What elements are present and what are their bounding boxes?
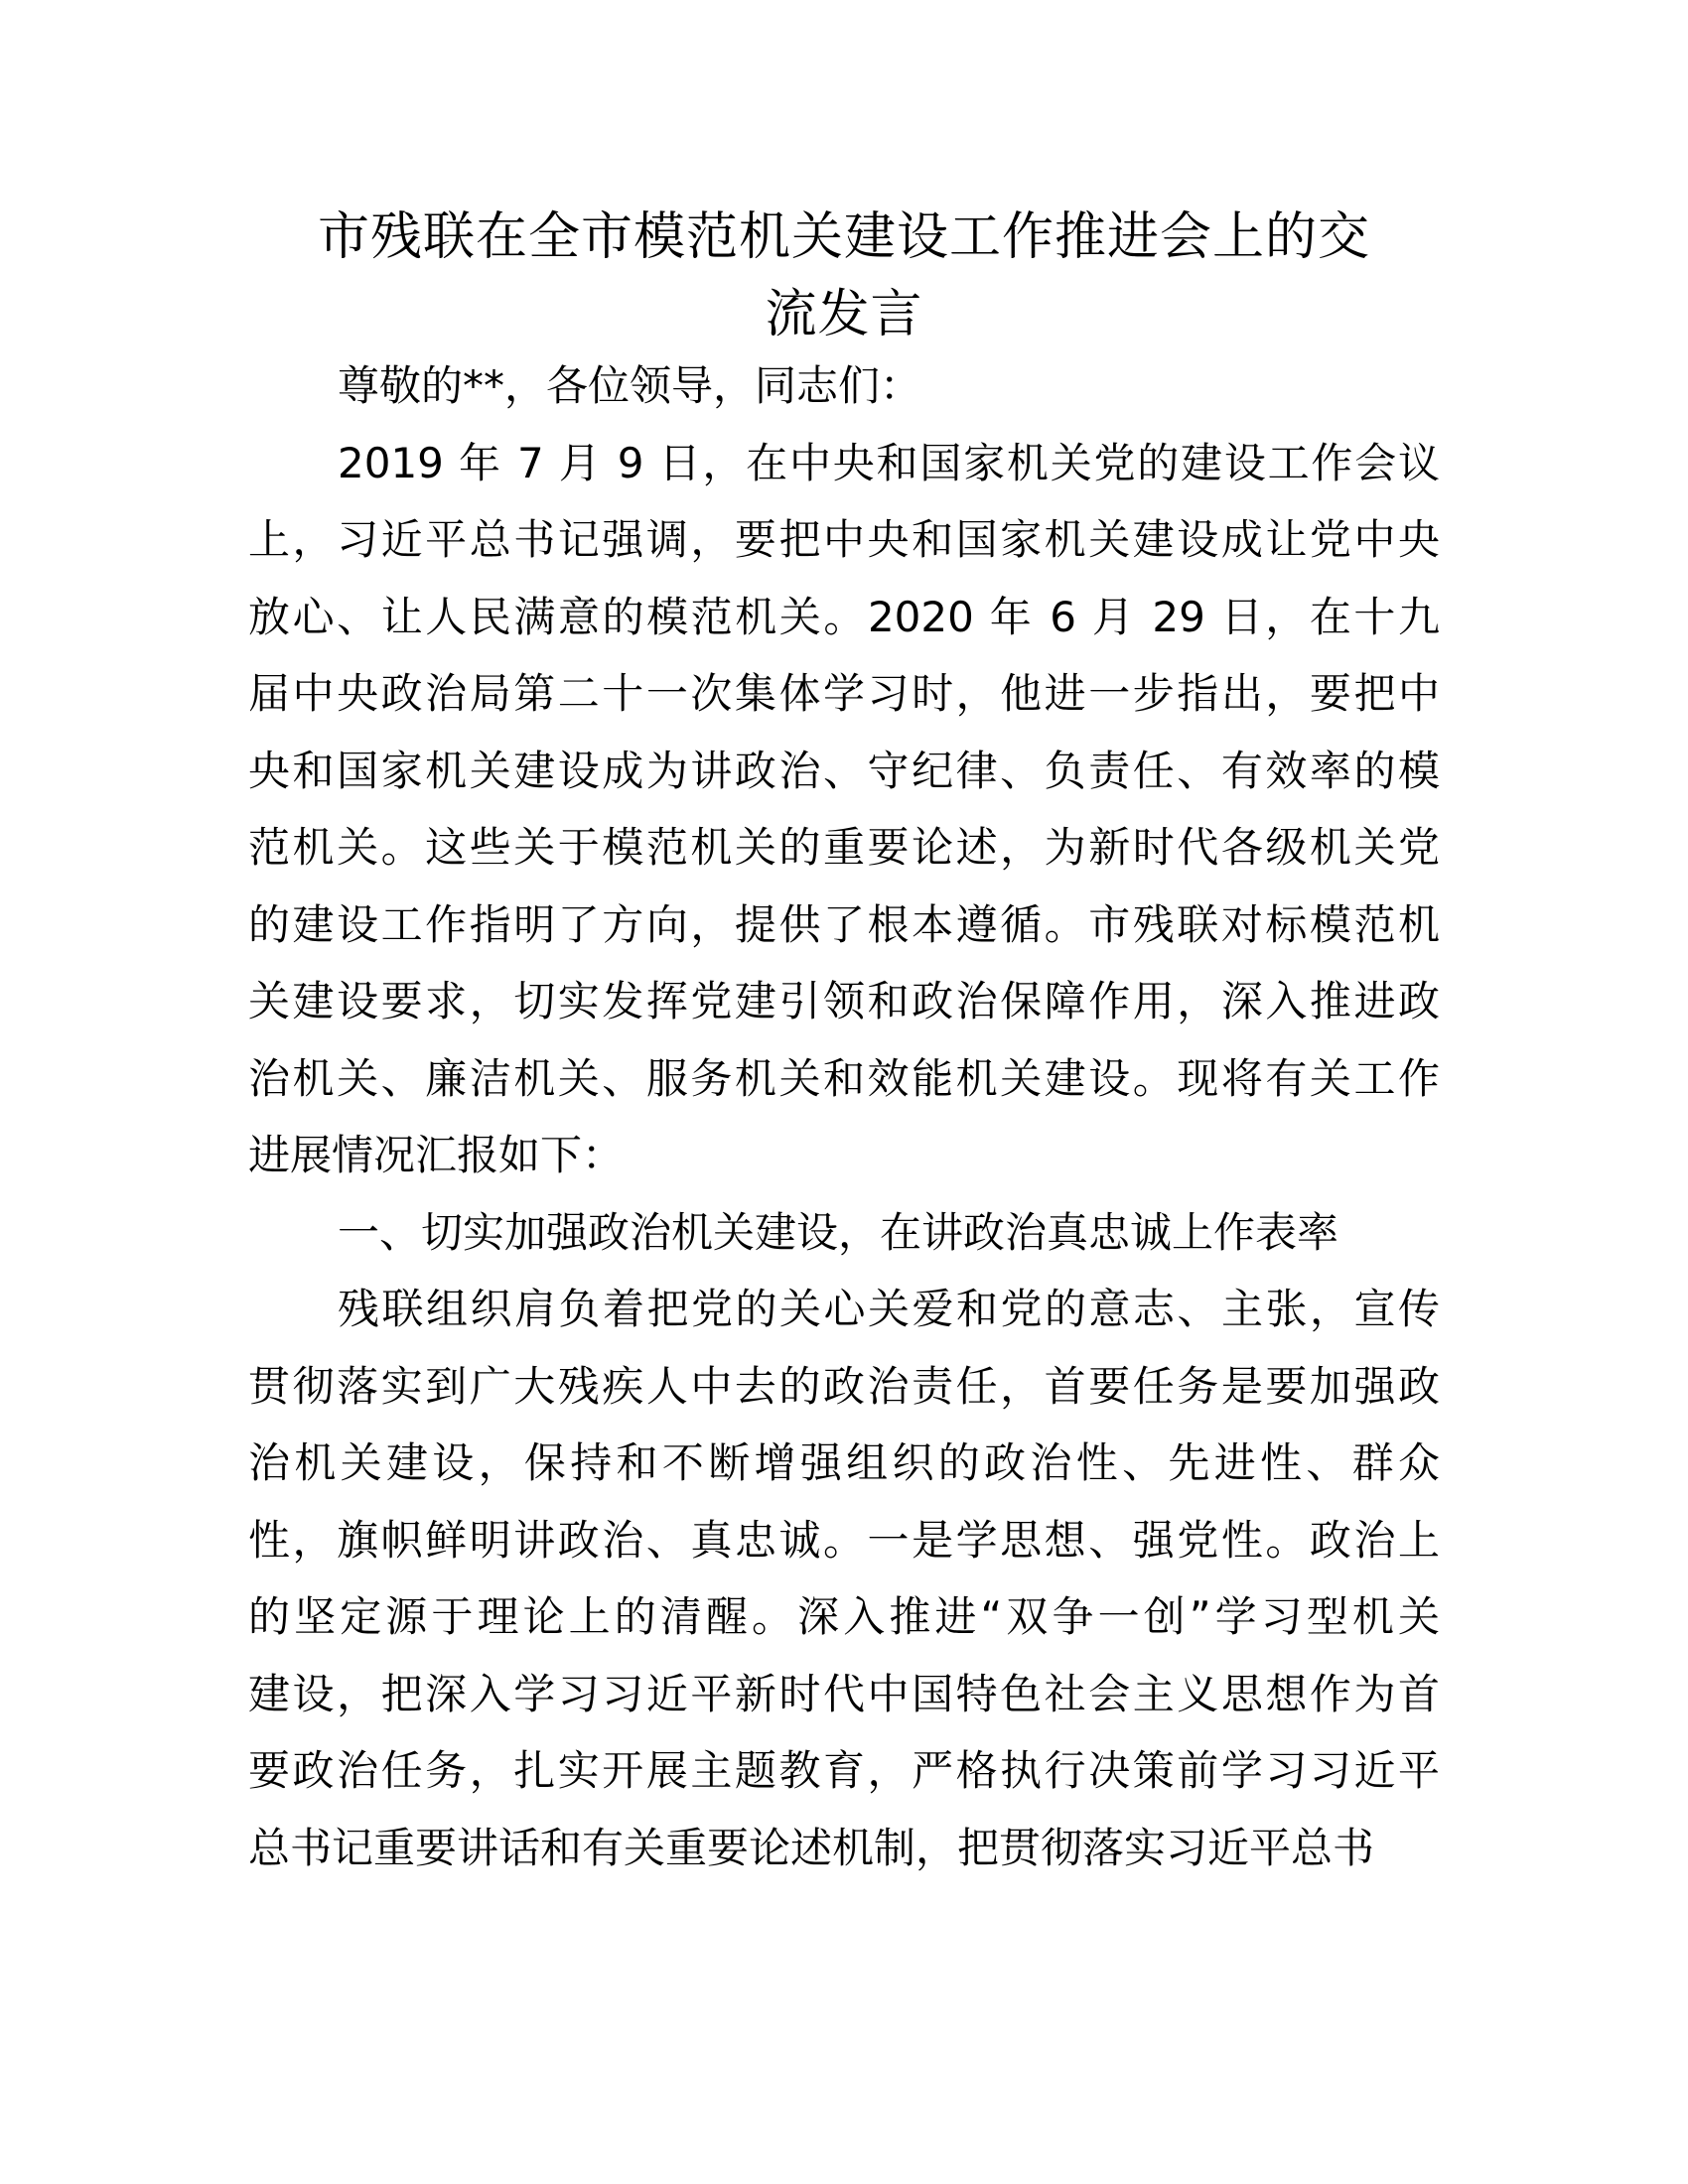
text-line: 治机关、廉洁机关、服务机关和效能机关建设。现将有关工作: [248, 1053, 1440, 1103]
text-line: 治机关建设，保持和不断增强组织的政治性、先进性、群众: [248, 1438, 1440, 1487]
text-line: 一、切实加强政治机关建设，在讲政治真忠诚上作表率: [338, 1207, 1339, 1257]
text-line: 的坚定源于理论上的清醒。深入推进“双争一创”学习型机关: [248, 1592, 1440, 1641]
text-line: 尊敬的**，各位领导，同志们：: [338, 361, 922, 410]
paragraph: [248, 1271, 1440, 1886]
document-title: [248, 199, 1440, 353]
text-line: 要政治任务，扎实开展主题教育，严格执行决策前学习习近平: [248, 1746, 1440, 1795]
text-line: 的建设工作指明了方向，提供了根本遵循。市残联对标模范机: [248, 899, 1440, 949]
title-line: 流发言: [765, 285, 923, 344]
text-line: 范机关。这些关于模范机关的重要论述，为新时代各级机关党: [248, 823, 1440, 872]
paragraph: [248, 1194, 1440, 1272]
title-line: 市残联在全市模范机关建设工作推进会上的交: [317, 207, 1370, 267]
document-body: [248, 347, 1440, 1886]
text-line: 建设，把深入学习习近平新时代中国特色社会主义思想作为首: [248, 1669, 1440, 1718]
paragraph: [248, 347, 1440, 425]
text-line: 进展情况汇报如下：: [248, 1131, 625, 1179]
text-line: 总书记重要讲话和有关重要论述机制，把贯彻落实习近平总书: [248, 1823, 1375, 1872]
text-line: 央和国家机关建设成为讲政治、守纪律、负责任、有效率的模: [248, 746, 1440, 795]
text-line: 2019 年 7 月 9 日，在中央和国家机关党的建设工作会议: [338, 438, 1440, 487]
paragraph: [248, 425, 1440, 1194]
text-line: 贯彻落实到广大残疾人中去的政治责任，首要任务是要加强政: [248, 1361, 1440, 1411]
text-line: 放心、让人民满意的模范机关。2020 年 6 月 29 日，在十九: [248, 592, 1440, 641]
text-line: 届中央政治局第二十一次集体学习时，他进一步指出，要把中: [248, 669, 1440, 718]
text-line: 上，习近平总书记强调，要把中央和国家机关建设成让党中央: [248, 515, 1440, 564]
text-line: 性，旗帜鲜明讲政治、真忠诚。一是学思想、强党性。政治上: [248, 1515, 1440, 1565]
text-line: 残联组织肩负着把党的关心关爱和党的意志、主张，宣传: [338, 1285, 1440, 1333]
text-line: 关建设要求，切实发挥党建引领和政治保障作用，深入推进政: [248, 977, 1440, 1025]
